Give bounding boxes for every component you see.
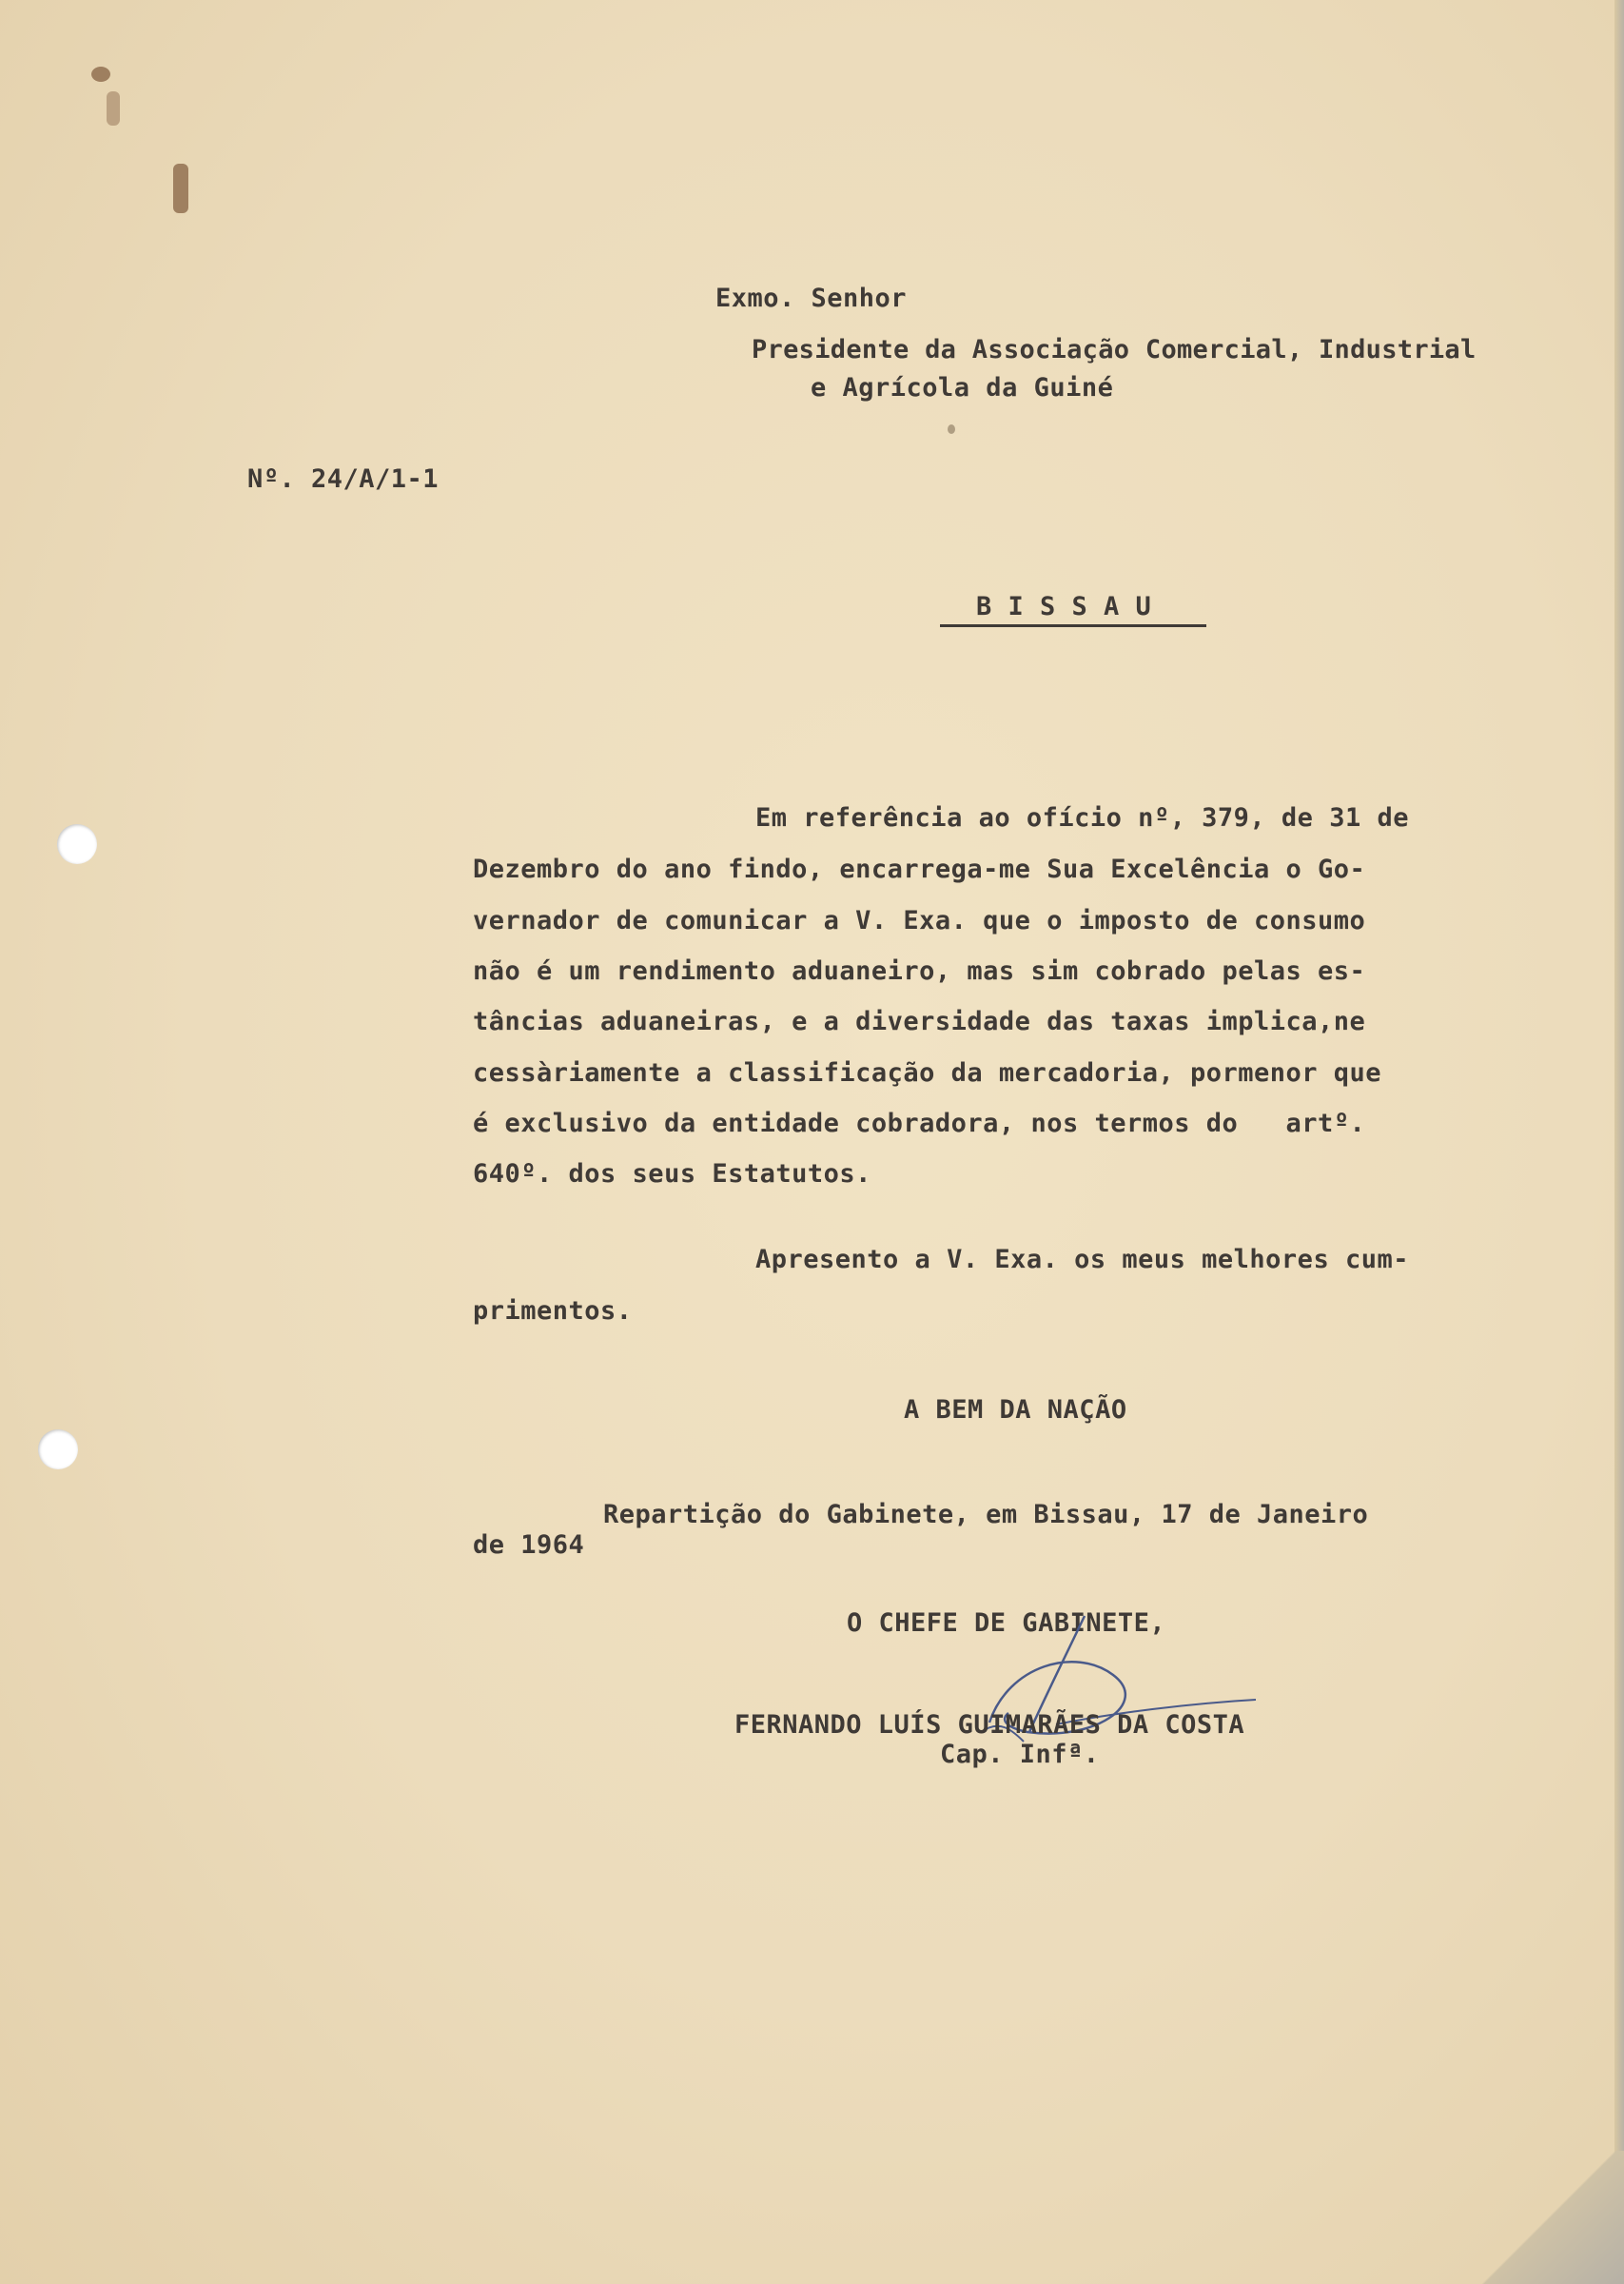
addressee-line-1: Presidente da Associação Comercial, Industrial <box>752 335 1477 364</box>
city-heading: B I S S A U <box>976 592 1152 621</box>
punch-hole-bottom <box>38 1429 78 1469</box>
motto: A BEM DA NAÇÃO <box>904 1395 1127 1425</box>
place-date-line-1: Repartição do Gabinete, em Bissau, 17 de Janeiro <box>603 1500 1369 1529</box>
signer-title: O CHEFE DE GABINETE, <box>847 1608 1166 1638</box>
closing-line: primentos. <box>473 1296 633 1326</box>
closing-line: Apresento a V. Exa. os meus melhores cum- <box>755 1245 1409 1274</box>
rust-stain <box>91 67 110 82</box>
addressee-salutation: Exmo. Senhor <box>715 284 908 313</box>
paper-corner-fold <box>1472 2151 1624 2284</box>
body-line: é exclusivo da entidade cobradora, nos termos do artº. <box>473 1109 1366 1138</box>
place-date-line-2: de 1964 <box>473 1530 585 1560</box>
ink-speck <box>948 424 955 434</box>
body-line: não é um rendimento aduaneiro, mas sim cobrado pelas es- <box>473 956 1366 986</box>
signer-rank: Cap. Infª. <box>940 1740 1100 1769</box>
rust-stain <box>173 164 188 213</box>
body-line: 640º. dos seus Estatutos. <box>473 1159 871 1189</box>
city-heading-underline <box>940 624 1206 627</box>
paper-edge <box>1614 0 1624 2284</box>
rust-stain <box>107 91 120 126</box>
punch-hole-top <box>57 824 97 864</box>
body-line: tâncias aduaneiras, e a diversidade das taxas implica,ne <box>473 1007 1366 1036</box>
body-line: vernador de comunicar a V. Exa. que o imposto de consumo <box>473 906 1366 935</box>
addressee-line-2: e Agrícola da Guiné <box>811 373 1114 403</box>
body-line: Em referência ao ofício nº, 379, de 31 de <box>755 803 1409 833</box>
reference-number: Nº. 24/A/1-1 <box>247 464 440 494</box>
signer-name: FERNANDO LUÍS GUIMARÃES DA COSTA <box>734 1710 1245 1740</box>
body-line: cessàriamente a classificação da mercadoria, pormenor que <box>473 1058 1382 1088</box>
body-line: Dezembro do ano findo, encarrega-me Sua Excelência o Go- <box>473 855 1366 884</box>
